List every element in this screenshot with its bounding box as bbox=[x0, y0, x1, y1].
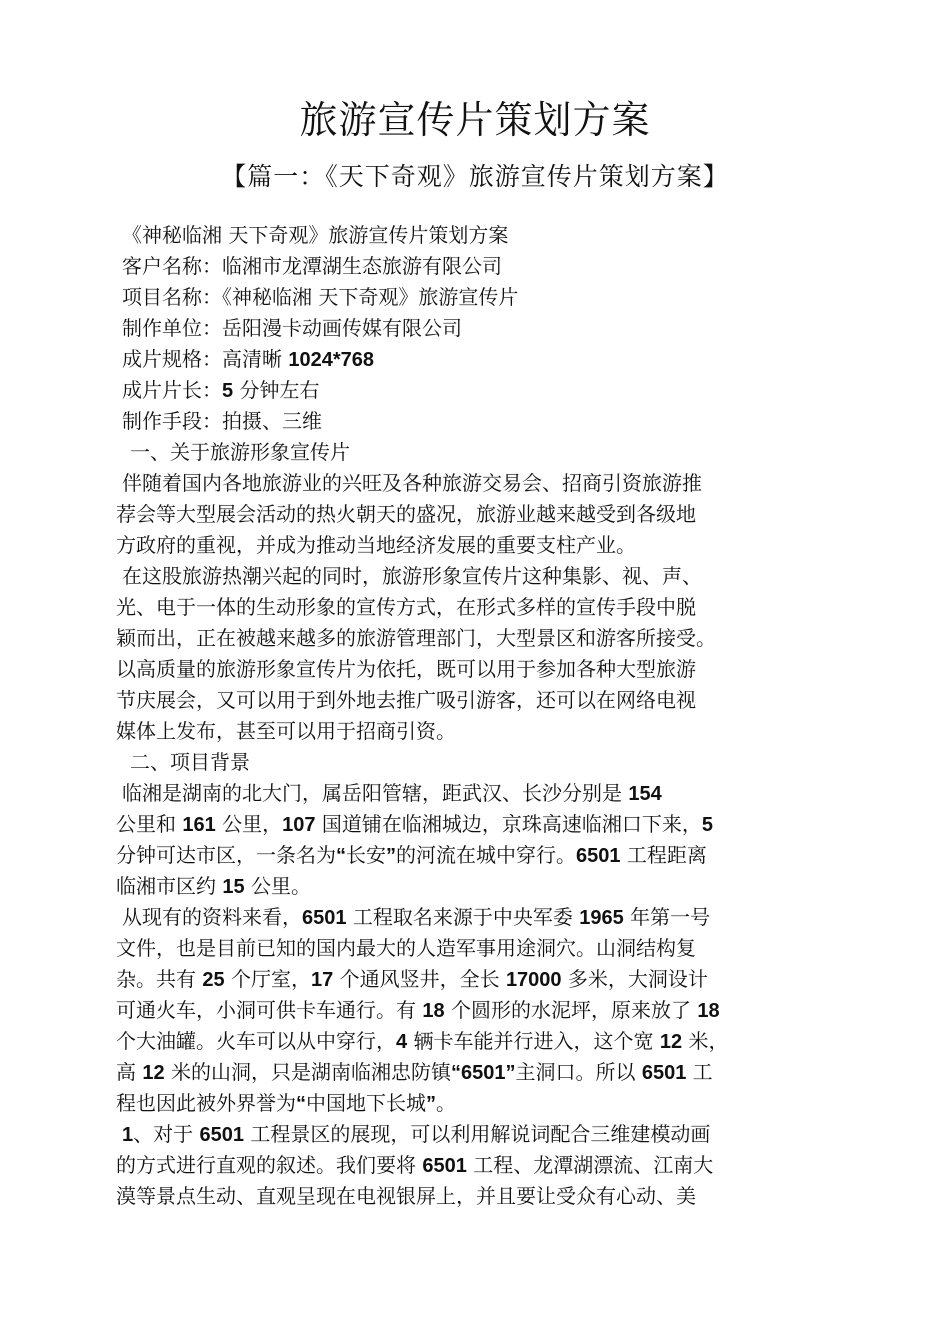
body-line: 临湘是湖南的北大门，属岳阳管辖，距武汉、长沙分别是 154 bbox=[122, 781, 662, 805]
body-line: 《神秘临湘 天下奇观》旅游宣传片策划方案 bbox=[122, 223, 509, 247]
document-subtitle: 【篇一：《天下奇观》旅游宣传片策划方案】 bbox=[221, 162, 729, 191]
body-line: 制作手段：拍摄、三维 bbox=[122, 409, 322, 433]
body-line: 分钟可达市区，一条名为“长安”的河流在城中穿行。6501 工程距离 bbox=[116, 843, 707, 867]
body-line: 荐会等大型展会活动的热火朝天的盛况，旅游业越来越受到各级地 bbox=[116, 502, 696, 526]
document-body bbox=[116, 220, 876, 1212]
body-line: 一、关于旅游形象宣传片 bbox=[130, 440, 350, 464]
body-line: 杂。共有 25 个厅室，17 个通风竖井，全长 17000 多米，大洞设计 bbox=[116, 967, 708, 991]
body-line: 项目名称：《神秘临湘 天下奇观》旅游宣传片 bbox=[122, 285, 519, 309]
body-line: 可通火车，小洞可供卡车通行。有 18 个圆形的水泥坪，原来放了 18 bbox=[116, 998, 720, 1022]
body-line: 在这股旅游热潮兴起的同时，旅游形象宣传片这种集影、视、声、 bbox=[122, 564, 702, 588]
body-line: 高 12 米的山洞，只是湖南临湘忠防镇“6501”主洞口。所以 6501 工 bbox=[116, 1060, 713, 1084]
body-line: 客户名称：临湘市龙潭湖生态旅游有限公司 bbox=[122, 254, 502, 278]
body-line: 1、对于 6501 工程景区的展现，可以利用解说词配合三维建模动画 bbox=[122, 1122, 711, 1146]
body-line: 二、项目背景 bbox=[130, 750, 250, 774]
body-line: 成片规格：高清晰 1024*768 bbox=[122, 347, 375, 371]
body-line: 方政府的重视，并成为推动当地经济发展的重要支柱产业。 bbox=[116, 533, 636, 557]
body-line: 伴随着国内各地旅游业的兴旺及各种旅游交易会、招商引资旅游推 bbox=[122, 471, 702, 495]
body-line: 光、电于一体的生动形象的宣传方式，在形式多样的宣传手段中脱 bbox=[116, 595, 696, 619]
body-line: 媒体上发布，甚至可以用于招商引资。 bbox=[116, 719, 456, 743]
body-line: 从现有的资料来看，6501 工程取名来源于中央军委 1965 年第一号 bbox=[122, 905, 711, 929]
body-line: 个大油罐。火车可以从中穿行，4 辆卡车能并行进入，这个宽 12 米， bbox=[116, 1029, 729, 1053]
body-line: 公里和 161 公里，107 国道铺在临湘城边，京珠高速临湘口下来，5 bbox=[116, 812, 713, 836]
body-line: 以高质量的旅游形象宣传片为依托，既可以用于参加各种大型旅游 bbox=[116, 657, 696, 681]
body-line: 文件，也是目前已知的国内最大的人造军事用途洞穴。山洞结构复 bbox=[116, 936, 696, 960]
body-line: 程也因此被外界誉为“中国地下长城”。 bbox=[116, 1091, 456, 1115]
body-line: 临湘市区约 15 公里。 bbox=[116, 874, 311, 898]
document-title: 旅游宣传片策划方案 bbox=[299, 98, 651, 142]
body-line: 漠等景点生动、直观呈现在电视银屏上，并且要让受众有心动、美 bbox=[116, 1184, 696, 1208]
body-line: 制作单位：岳阳漫卡动画传媒有限公司 bbox=[122, 316, 462, 340]
body-line: 节庆展会，又可以用于到外地去推广吸引游客，还可以在网络电视 bbox=[116, 688, 696, 712]
body-line: 成片片长：5 分钟左右 bbox=[122, 378, 320, 402]
body-line: 的方式进行直观的叙述。我们要将 6501 工程、龙潭湖漂流、江南大 bbox=[116, 1153, 714, 1177]
body-line: 颖而出，正在被越来越多的旅游管理部门，大型景区和游客所接受。 bbox=[116, 626, 716, 650]
